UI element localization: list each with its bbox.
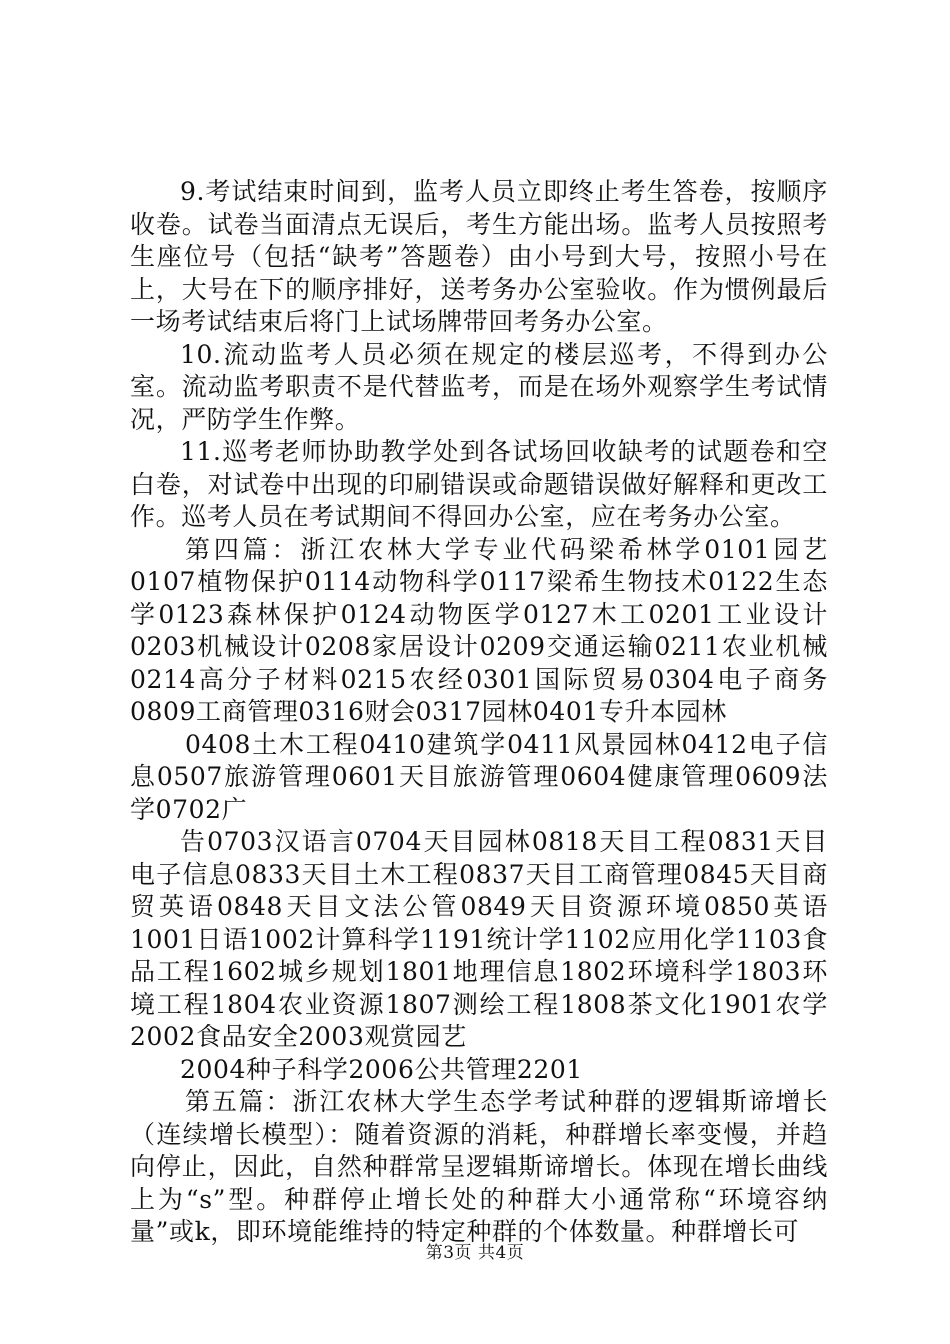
paragraph-major-codes-continued-3: 2004种子科学2006公共管理2201 — [180, 1054, 583, 1084]
paragraph-exam-end: 9.考试结束时间到，监考人员立即终止考生答卷，按顺序收卷。试卷当面清点无误后，考生方能出场。监考人员按照考生座位号（包括“缺考”答题卷）由小号到大号，按照小号在上，大号在下的顺序排好，送考务办公室验收。作为惯例最后一场考试结束后将门上试场牌带回考务办公室。 — [130, 177, 828, 336]
paragraph-part-five-ecology: 第五篇：浙江农林大学生态学考试种群的逻辑斯谛增长（连续增长模型）：随着资源的消耗，种群增长率变慢，并趋向停止，因此，自然种群常呈逻辑斯谛增长。体现在增长曲线上为“s”型。种群停止增长处的种群大小通常称“环境容纳量”或k，即环境能维持的特定种群的个体数量。种群增长可 — [130, 1087, 828, 1246]
paragraph-major-codes-continued-2: 告0703汉语言0704天目园林0818天目工程0831天目电子信息0833天目土木工程0837天目工商管理0845天目商贸英语0848天目文法公管0849天目资源环境0850英语1001日语1002计算科学1191统计学1102应用化学1103食品工程1602城乡规划1801地理信息1802环境科学1803环境工程1804农业资源1807测绘工程1808茶文化1901农学2002食品安全2003观赏园艺 — [130, 827, 828, 1051]
paragraph-patrol-teacher: 11.巡考老师协助教学处到各试场回收缺考的试题卷和空白卷，对试卷中出现的印刷错误或命题错误做好解释和更改工作。巡考人员在考试期间不得回办公室，应在考务办公室。 — [130, 437, 828, 531]
paragraph-mobile-proctor: 10.流动监考人员必须在规定的楼层巡考，不得到办公室。流动监考职责不是代替监考，而是在场外观察学生考试情况，严防学生作弊。 — [130, 339, 828, 434]
paragraph-part-four-major-codes: 第四篇：浙江农林大学专业代码梁希林学0101园艺0107植物保护0114动物科学0117梁希生物技术0122生态学0123森林保护0124动物医学0127木工0201工业设计0203机械设计0208家居设计0209交通运输0211农业机械0214高分子材料0215农经0301国际贸易0304电子商务0809工商管理0316财会0317园林0401专升本园林 — [130, 534, 828, 726]
page-footer: 第3页 共4页 — [425, 1243, 525, 1263]
document-body — [130, 176, 828, 1249]
paragraph-major-codes-continued-1: 0408土木工程0410建筑学0411风景园林0412电子信息0507旅游管理0601天目旅游管理0604健康管理0609法学0702广 — [130, 729, 828, 824]
